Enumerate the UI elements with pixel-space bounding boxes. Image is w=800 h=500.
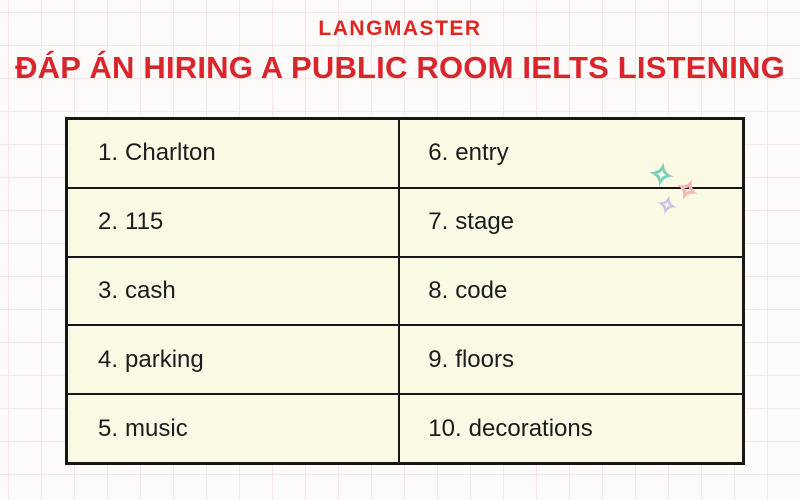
answer-text: floors <box>455 345 514 373</box>
lavender-sparkle-icon <box>654 192 681 219</box>
answer-number: 5. <box>98 414 119 442</box>
answer-cell-4 <box>68 326 400 393</box>
table-row <box>68 326 742 395</box>
answer-text: music <box>125 414 188 442</box>
answer-number: 10. <box>428 414 462 442</box>
answer-number: 6. <box>428 139 449 167</box>
answer-text: Charlton <box>125 139 216 167</box>
brand-logo: LANGMASTER <box>318 17 482 40</box>
answer-number: 1. <box>98 139 119 167</box>
answer-cell-10 <box>400 395 742 462</box>
answers-table <box>65 117 745 465</box>
answer-number: 8. <box>428 276 449 304</box>
answer-cell-1 <box>68 120 400 187</box>
answer-cell-3 <box>68 258 400 325</box>
answer-number: 7. <box>428 208 449 236</box>
answer-text: 115 <box>125 208 164 236</box>
page-title: ĐÁP ÁN HIRING A PUBLIC ROOM IELTS LISTENING <box>15 50 785 85</box>
answer-number: 2. <box>98 208 119 236</box>
answer-text: parking <box>125 345 204 373</box>
answer-number: 9. <box>428 345 449 373</box>
answer-text: code <box>455 276 508 304</box>
sparkle-decoration <box>644 158 716 226</box>
answer-text: entry <box>455 139 509 167</box>
teal-sparkle-icon <box>646 159 677 190</box>
table-row <box>68 258 742 327</box>
answer-number: 3. <box>98 276 119 304</box>
answer-cell-9 <box>400 326 742 393</box>
answer-text: stage <box>455 208 515 236</box>
answer-number: 4. <box>98 345 119 373</box>
answer-text: decorations <box>468 414 593 442</box>
table-row <box>68 395 742 462</box>
table-row <box>68 189 742 258</box>
table-row <box>68 120 742 189</box>
answer-cell-5 <box>68 395 400 462</box>
answer-text: cash <box>125 276 176 304</box>
answer-cell-2 <box>68 189 400 256</box>
answer-cell-8 <box>400 258 742 325</box>
